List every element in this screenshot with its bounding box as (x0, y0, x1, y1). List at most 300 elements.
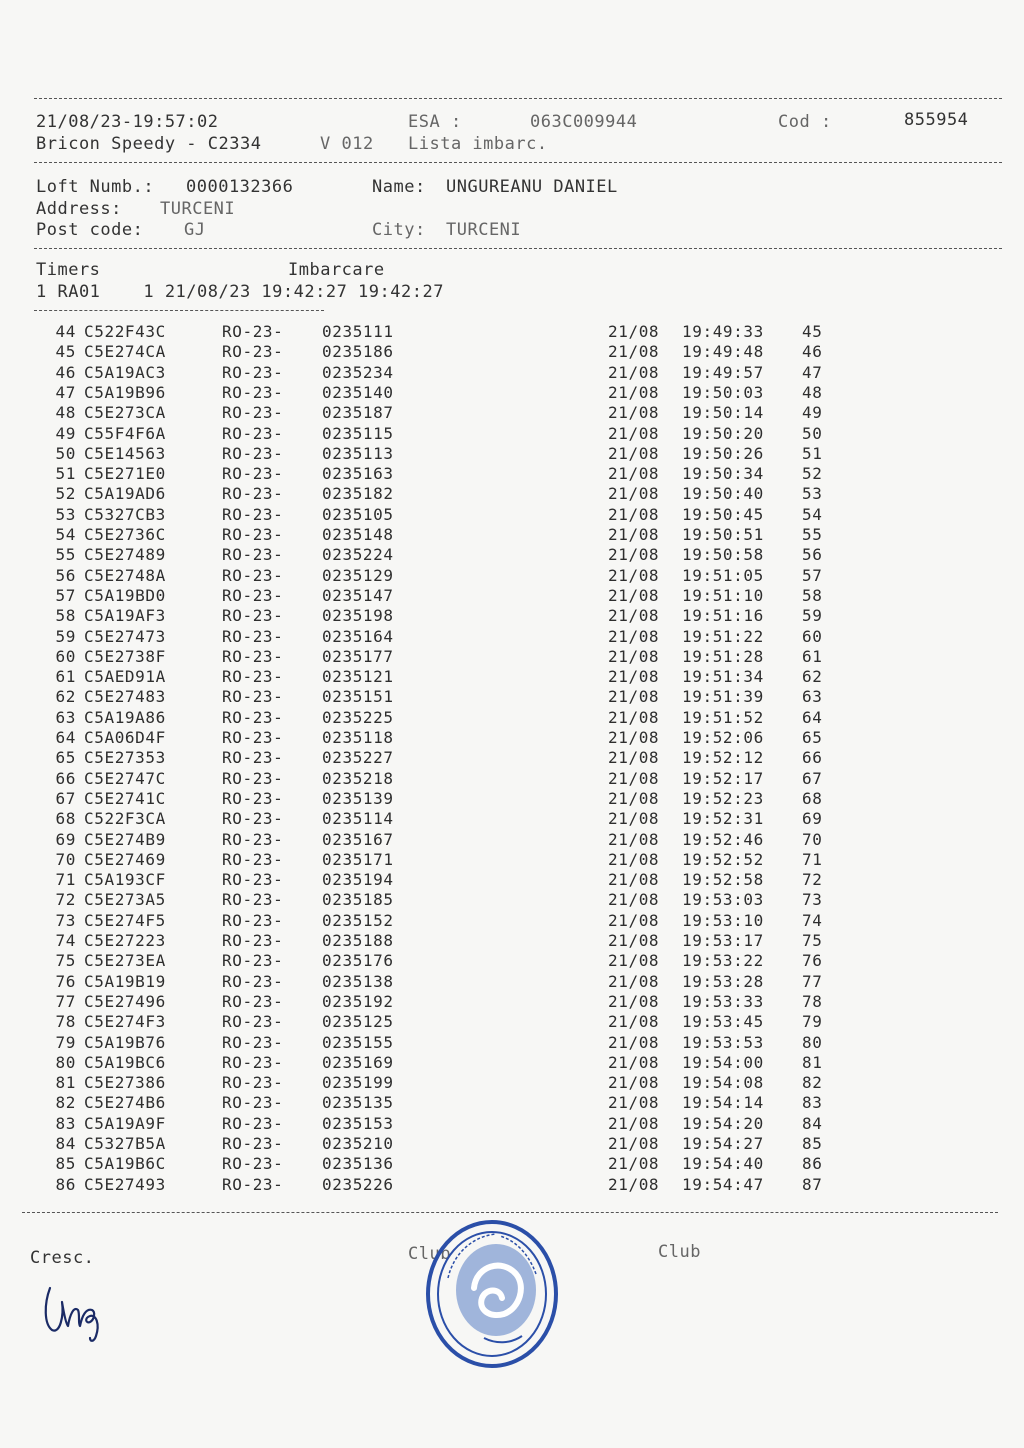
row-sequence: 51 (55, 464, 76, 483)
row-rank: 62 (802, 667, 823, 686)
row-chip-id: C5E27473 (84, 627, 166, 646)
row-ring-number: 0235177 (322, 647, 394, 666)
row-ring-number: 0235198 (322, 606, 394, 625)
cod-label: Cod : (778, 112, 832, 132)
row-date: 21/08 (608, 1073, 660, 1092)
row-chip-id: C5A193CF (84, 870, 166, 889)
row-time: 19:51:39 (682, 687, 764, 706)
device-version: V 012 (320, 134, 374, 154)
club-stamp-icon (424, 1218, 560, 1370)
row-time: 19:50:51 (682, 525, 764, 544)
row-time: 19:53:33 (682, 992, 764, 1011)
row-time: 19:54:47 (682, 1175, 764, 1194)
row-time: 19:51:10 (682, 586, 764, 605)
row-ring-number: 0235105 (322, 505, 394, 524)
row-chip-id: C5E274F5 (84, 911, 166, 930)
row-time: 19:53:28 (682, 972, 764, 991)
row-date: 21/08 (608, 484, 660, 503)
row-chip-id: C5E27223 (84, 931, 166, 950)
row-date: 21/08 (608, 951, 660, 970)
row-ring-number: 0235226 (322, 1175, 394, 1194)
row-chip-id: C5E274CA (84, 342, 166, 361)
row-date: 21/08 (608, 972, 660, 991)
row-ring-prefix: RO-23- (222, 890, 284, 909)
row-chip-id: C5327CB3 (84, 505, 166, 524)
row-sequence: 55 (55, 545, 76, 564)
row-date: 21/08 (608, 647, 660, 666)
divider (34, 98, 1002, 99)
row-ring-number: 0235129 (322, 566, 394, 585)
row-rank: 65 (802, 728, 823, 747)
owner-name: UNGUREANU DANIEL (446, 177, 618, 197)
row-sequence: 61 (55, 667, 76, 686)
row-ring-number: 0235135 (322, 1093, 394, 1112)
row-ring-prefix: RO-23- (222, 931, 284, 950)
row-chip-id: C55F4F6A (84, 424, 166, 443)
row-ring-number: 0235151 (322, 687, 394, 706)
row-sequence: 77 (55, 992, 76, 1011)
row-date: 21/08 (608, 403, 660, 422)
row-chip-id: C5E274B6 (84, 1093, 166, 1112)
row-ring-prefix: RO-23- (222, 830, 284, 849)
row-ring-number: 0235218 (322, 769, 394, 788)
row-ring-number: 0235188 (322, 931, 394, 950)
row-rank: 47 (802, 363, 823, 382)
row-chip-id: C5E27493 (84, 1175, 166, 1194)
row-chip-id: C5A19B96 (84, 383, 166, 402)
row-sequence: 64 (55, 728, 76, 747)
row-time: 19:50:34 (682, 464, 764, 483)
row-rank: 78 (802, 992, 823, 1011)
row-date: 21/08 (608, 322, 660, 341)
row-ring-prefix: RO-23- (222, 1093, 284, 1112)
divider (22, 1212, 998, 1213)
row-rank: 80 (802, 1033, 823, 1052)
row-ring-number: 0235164 (322, 627, 394, 646)
row-ring-number: 0235113 (322, 444, 394, 463)
row-sequence: 49 (55, 424, 76, 443)
row-sequence: 45 (55, 342, 76, 361)
row-rank: 53 (802, 484, 823, 503)
row-ring-prefix: RO-23- (222, 1154, 284, 1173)
row-ring-number: 0235139 (322, 789, 394, 808)
row-ring-prefix: RO-23- (222, 484, 284, 503)
row-ring-number: 0235194 (322, 870, 394, 889)
row-sequence: 76 (55, 972, 76, 991)
row-date: 21/08 (608, 464, 660, 483)
row-date: 21/08 (608, 444, 660, 463)
row-chip-id: C5A19A86 (84, 708, 166, 727)
row-date: 21/08 (608, 1175, 660, 1194)
row-chip-id: C5A19BD0 (84, 586, 166, 605)
row-date: 21/08 (608, 363, 660, 382)
row-rank: 67 (802, 769, 823, 788)
row-ring-number: 0235152 (322, 911, 394, 930)
row-time: 19:52:17 (682, 769, 764, 788)
cresc-label: Cresc. (30, 1248, 95, 1268)
row-sequence: 69 (55, 830, 76, 849)
row-ring-prefix: RO-23- (222, 1114, 284, 1133)
row-ring-number: 0235187 (322, 403, 394, 422)
row-rank: 52 (802, 464, 823, 483)
row-date: 21/08 (608, 1154, 660, 1173)
row-ring-prefix: RO-23- (222, 728, 284, 747)
row-chip-id: C5E273CA (84, 403, 166, 422)
row-ring-number: 0235118 (322, 728, 394, 747)
row-ring-prefix: RO-23- (222, 850, 284, 869)
row-time: 19:54:27 (682, 1134, 764, 1153)
row-time: 19:51:52 (682, 708, 764, 727)
row-chip-id: C5E2748A (84, 566, 166, 585)
row-rank: 54 (802, 505, 823, 524)
row-ring-number: 0235224 (322, 545, 394, 564)
row-time: 19:52:31 (682, 809, 764, 828)
row-sequence: 83 (55, 1114, 76, 1133)
row-chip-id: C5A19AF3 (84, 606, 166, 625)
row-sequence: 46 (55, 363, 76, 382)
row-ring-number: 0235234 (322, 363, 394, 382)
row-ring-number: 0235121 (322, 667, 394, 686)
row-date: 21/08 (608, 931, 660, 950)
row-ring-number: 0235115 (322, 424, 394, 443)
row-ring-number: 0235147 (322, 586, 394, 605)
row-sequence: 56 (55, 566, 76, 585)
row-ring-prefix: RO-23- (222, 363, 284, 382)
cod-value: 855954 (904, 110, 969, 130)
row-ring-prefix: RO-23- (222, 606, 284, 625)
row-chip-id: C5E273EA (84, 951, 166, 970)
row-ring-prefix: RO-23- (222, 322, 284, 341)
row-ring-prefix: RO-23- (222, 870, 284, 889)
row-ring-prefix: RO-23- (222, 464, 284, 483)
esa-label: ESA : (408, 112, 462, 132)
row-time: 19:51:05 (682, 566, 764, 585)
device-name: Bricon Speedy - C2334 (36, 134, 262, 154)
timers-label: Timers (36, 260, 101, 280)
row-sequence: 72 (55, 890, 76, 909)
row-sequence: 82 (55, 1093, 76, 1112)
address-value: TURCENI (160, 199, 236, 219)
row-ring-number: 0235136 (322, 1154, 394, 1173)
row-time: 19:50:26 (682, 444, 764, 463)
row-ring-prefix: RO-23- (222, 403, 284, 422)
row-time: 19:52:46 (682, 830, 764, 849)
row-date: 21/08 (608, 748, 660, 767)
row-rank: 58 (802, 586, 823, 605)
row-rank: 66 (802, 748, 823, 767)
row-rank: 45 (802, 322, 823, 341)
row-sequence: 48 (55, 403, 76, 422)
loft-label: Loft Numb.: (36, 177, 155, 197)
row-time: 19:54:14 (682, 1093, 764, 1112)
row-date: 21/08 (608, 992, 660, 1011)
row-time: 19:52:23 (682, 789, 764, 808)
row-sequence: 54 (55, 525, 76, 544)
row-time: 19:54:40 (682, 1154, 764, 1173)
row-chip-id: C5AED91A (84, 667, 166, 686)
row-sequence: 50 (55, 444, 76, 463)
row-time: 19:53:53 (682, 1033, 764, 1052)
row-date: 21/08 (608, 911, 660, 930)
row-chip-id: C5E2741C (84, 789, 166, 808)
row-time: 19:50:58 (682, 545, 764, 564)
row-date: 21/08 (608, 566, 660, 585)
row-time: 19:54:00 (682, 1053, 764, 1072)
divider (34, 310, 324, 311)
row-ring-prefix: RO-23- (222, 647, 284, 666)
row-chip-id: C522F43C (84, 322, 166, 341)
row-ring-prefix: RO-23- (222, 342, 284, 361)
row-rank: 87 (802, 1175, 823, 1194)
row-date: 21/08 (608, 708, 660, 727)
row-sequence: 57 (55, 586, 76, 605)
row-time: 19:52:06 (682, 728, 764, 747)
row-date: 21/08 (608, 890, 660, 909)
row-chip-id: C5A19AD6 (84, 484, 166, 503)
row-ring-number: 0235227 (322, 748, 394, 767)
row-chip-id: C5327B5A (84, 1134, 166, 1153)
imbarcare-label: Imbarcare (288, 260, 385, 280)
row-chip-id: C5E27483 (84, 687, 166, 706)
row-ring-number: 0235125 (322, 1012, 394, 1031)
row-ring-prefix: RO-23- (222, 951, 284, 970)
row-date: 21/08 (608, 870, 660, 889)
row-sequence: 85 (55, 1154, 76, 1173)
row-rank: 63 (802, 687, 823, 706)
row-ring-number: 0235199 (322, 1073, 394, 1092)
row-ring-prefix: RO-23- (222, 748, 284, 767)
row-rank: 64 (802, 708, 823, 727)
row-sequence: 79 (55, 1033, 76, 1052)
row-ring-number: 0235155 (322, 1033, 394, 1052)
row-time: 19:50:45 (682, 505, 764, 524)
row-rank: 56 (802, 545, 823, 564)
row-ring-number: 0235225 (322, 708, 394, 727)
row-time: 19:49:33 (682, 322, 764, 341)
row-date: 21/08 (608, 606, 660, 625)
row-sequence: 52 (55, 484, 76, 503)
row-sequence: 86 (55, 1175, 76, 1194)
row-rank: 68 (802, 789, 823, 808)
row-ring-number: 0235176 (322, 951, 394, 970)
row-ring-prefix: RO-23- (222, 1033, 284, 1052)
divider (34, 162, 1002, 163)
row-chip-id: C5A06D4F (84, 728, 166, 747)
row-time: 19:52:58 (682, 870, 764, 889)
row-time: 19:53:03 (682, 890, 764, 909)
club-label: Club (658, 1242, 701, 1262)
row-date: 21/08 (608, 687, 660, 706)
row-time: 19:50:14 (682, 403, 764, 422)
row-time: 19:50:03 (682, 383, 764, 402)
row-ring-prefix: RO-23- (222, 809, 284, 828)
row-ring-number: 0235210 (322, 1134, 394, 1153)
row-rank: 73 (802, 890, 823, 909)
esa-value: 063C009944 (530, 112, 638, 132)
row-date: 21/08 (608, 1033, 660, 1052)
row-rank: 76 (802, 951, 823, 970)
row-chip-id: C5E27489 (84, 545, 166, 564)
row-date: 21/08 (608, 1114, 660, 1133)
row-sequence: 53 (55, 505, 76, 524)
row-chip-id: C5E271E0 (84, 464, 166, 483)
row-sequence: 80 (55, 1053, 76, 1072)
row-date: 21/08 (608, 667, 660, 686)
header-datetime: 21/08/23-19:57:02 (36, 112, 219, 132)
row-chip-id: C522F3CA (84, 809, 166, 828)
city-value: TURCENI (446, 220, 522, 240)
row-sequence: 63 (55, 708, 76, 727)
row-ring-prefix: RO-23- (222, 687, 284, 706)
row-sequence: 66 (55, 769, 76, 788)
row-chip-id: C5E27386 (84, 1073, 166, 1092)
row-chip-id: C5A19BC6 (84, 1053, 166, 1072)
row-ring-number: 0235192 (322, 992, 394, 1011)
row-time: 19:53:22 (682, 951, 764, 970)
row-rank: 48 (802, 383, 823, 402)
row-rank: 51 (802, 444, 823, 463)
row-chip-id: C5E2747C (84, 769, 166, 788)
row-date: 21/08 (608, 1093, 660, 1112)
row-chip-id: C5E2736C (84, 525, 166, 544)
row-rank: 77 (802, 972, 823, 991)
row-ring-prefix: RO-23- (222, 1175, 284, 1194)
row-rank: 70 (802, 830, 823, 849)
row-chip-id: C5A19A9F (84, 1114, 166, 1133)
row-date: 21/08 (608, 545, 660, 564)
row-ring-number: 0235140 (322, 383, 394, 402)
row-ring-prefix: RO-23- (222, 708, 284, 727)
row-chip-id: C5E27469 (84, 850, 166, 869)
address-label: Address: (36, 199, 122, 219)
row-time: 19:50:40 (682, 484, 764, 503)
row-ring-number: 0235111 (322, 322, 394, 341)
row-ring-prefix: RO-23- (222, 444, 284, 463)
row-sequence: 71 (55, 870, 76, 889)
row-time: 19:49:48 (682, 342, 764, 361)
row-chip-id: C5E274B9 (84, 830, 166, 849)
list-title: Lista imbarc. (408, 134, 548, 154)
row-chip-id: C5A19AC3 (84, 363, 166, 382)
row-date: 21/08 (608, 1053, 660, 1072)
row-sequence: 67 (55, 789, 76, 808)
row-rank: 59 (802, 606, 823, 625)
row-rank: 74 (802, 911, 823, 930)
row-time: 19:51:28 (682, 647, 764, 666)
row-ring-prefix: RO-23- (222, 627, 284, 646)
row-ring-number: 0235186 (322, 342, 394, 361)
row-date: 21/08 (608, 342, 660, 361)
row-ring-prefix: RO-23- (222, 789, 284, 808)
row-ring-prefix: RO-23- (222, 972, 284, 991)
row-chip-id: C5E2738F (84, 647, 166, 666)
row-chip-id: C5E27353 (84, 748, 166, 767)
row-sequence: 84 (55, 1134, 76, 1153)
row-ring-prefix: RO-23- (222, 525, 284, 544)
row-rank: 50 (802, 424, 823, 443)
row-ring-prefix: RO-23- (222, 545, 284, 564)
row-date: 21/08 (608, 627, 660, 646)
row-rank: 82 (802, 1073, 823, 1092)
row-date: 21/08 (608, 728, 660, 747)
row-chip-id: C5A19B19 (84, 972, 166, 991)
row-ring-number: 0235114 (322, 809, 394, 828)
row-ring-number: 0235163 (322, 464, 394, 483)
row-sequence: 58 (55, 606, 76, 625)
row-sequence: 70 (55, 850, 76, 869)
row-ring-number: 0235138 (322, 972, 394, 991)
row-sequence: 73 (55, 911, 76, 930)
row-time: 19:51:34 (682, 667, 764, 686)
row-sequence: 78 (55, 1012, 76, 1031)
row-time: 19:51:22 (682, 627, 764, 646)
name-label: Name: (372, 177, 426, 197)
row-rank: 75 (802, 931, 823, 950)
row-ring-prefix: RO-23- (222, 992, 284, 1011)
row-sequence: 59 (55, 627, 76, 646)
row-sequence: 81 (55, 1073, 76, 1092)
row-ring-prefix: RO-23- (222, 911, 284, 930)
row-rank: 86 (802, 1154, 823, 1173)
row-ring-prefix: RO-23- (222, 1073, 284, 1092)
row-rank: 69 (802, 809, 823, 828)
row-rank: 81 (802, 1053, 823, 1072)
row-date: 21/08 (608, 383, 660, 402)
row-sequence: 47 (55, 383, 76, 402)
row-time: 19:53:10 (682, 911, 764, 930)
row-ring-prefix: RO-23- (222, 1134, 284, 1153)
row-date: 21/08 (608, 830, 660, 849)
row-chip-id: C5E27496 (84, 992, 166, 1011)
row-rank: 57 (802, 566, 823, 585)
row-ring-prefix: RO-23- (222, 667, 284, 686)
row-sequence: 74 (55, 931, 76, 950)
row-date: 21/08 (608, 505, 660, 524)
row-ring-prefix: RO-23- (222, 1053, 284, 1072)
row-rank: 71 (802, 850, 823, 869)
row-time: 19:50:20 (682, 424, 764, 443)
signature-icon (38, 1280, 128, 1344)
row-rank: 72 (802, 870, 823, 889)
row-ring-number: 0235182 (322, 484, 394, 503)
row-chip-id: C5A19B76 (84, 1033, 166, 1052)
row-time: 19:54:08 (682, 1073, 764, 1092)
row-chip-id: C5E274F3 (84, 1012, 166, 1031)
club-label: Club (408, 1244, 451, 1264)
city-label: City: (372, 220, 426, 240)
row-time: 19:53:17 (682, 931, 764, 950)
row-date: 21/08 (608, 525, 660, 544)
row-date: 21/08 (608, 850, 660, 869)
loft-number: 0000132366 (186, 177, 294, 197)
post-code-label: Post code: (36, 220, 144, 240)
row-date: 21/08 (608, 809, 660, 828)
row-ring-number: 0235167 (322, 830, 394, 849)
row-ring-number: 0235148 (322, 525, 394, 544)
row-sequence: 68 (55, 809, 76, 828)
row-date: 21/08 (608, 769, 660, 788)
row-ring-prefix: RO-23- (222, 769, 284, 788)
row-rank: 60 (802, 627, 823, 646)
row-sequence: 65 (55, 748, 76, 767)
row-sequence: 44 (55, 322, 76, 341)
row-chip-id: C5E14563 (84, 444, 166, 463)
row-time: 19:49:57 (682, 363, 764, 382)
row-chip-id: C5E273A5 (84, 890, 166, 909)
row-time: 19:52:12 (682, 748, 764, 767)
row-sequence: 62 (55, 687, 76, 706)
row-time: 19:52:52 (682, 850, 764, 869)
